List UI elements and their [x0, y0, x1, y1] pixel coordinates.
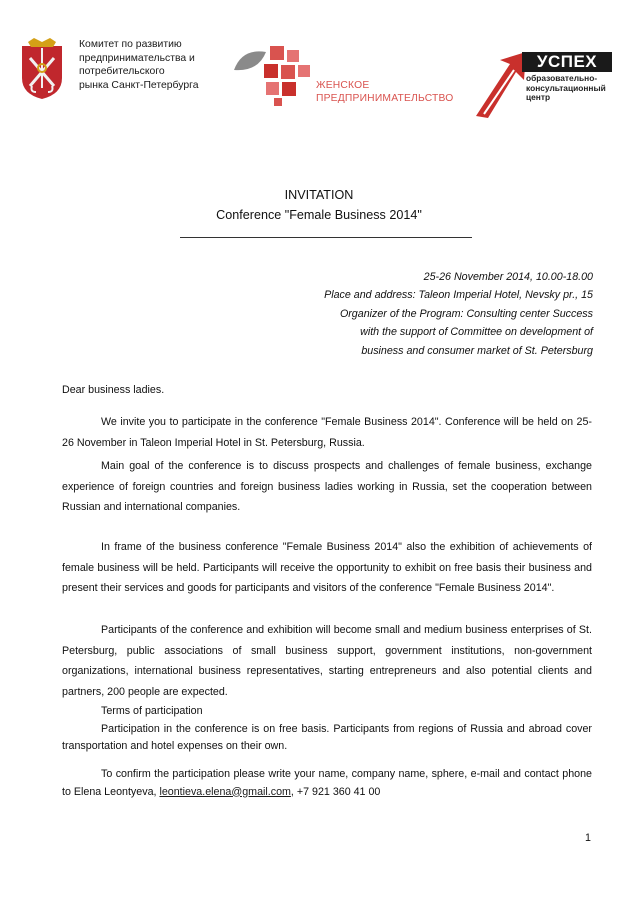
contact-phone: , +7 921 360 41 00 — [290, 785, 381, 798]
terms-title: Terms of participation — [101, 705, 203, 717]
invitation-title: INVITATION — [284, 188, 354, 202]
female-line: ПРЕДПРИНИМАТЕЛЬСТВО — [316, 93, 454, 104]
female-entrepreneurship-logo — [232, 42, 462, 110]
paragraph-2 — [62, 456, 592, 518]
event-address: Place and address: Taleon Imperial Hotel, Nevsky pr., 15 — [324, 289, 593, 302]
committee-line: потребительского — [79, 66, 165, 78]
greeting-text: Dear business ladies. — [62, 384, 165, 396]
uspeh-line: центр — [526, 92, 551, 102]
paragraph-2-text: Main goal of the conference is to discuss prospects and challenges of female business, exchange experience of foreign countries and foreign business ladies working in Russia, set the cooperation between Russian and international companies. — [62, 460, 592, 513]
committee-line: рынка Санкт-Петербурга — [79, 79, 199, 91]
event-support-line: with the support of Committee on development of — [360, 326, 593, 339]
paragraph-1-text: We invite you to participate in the conference "Female Business 2014". Conference will be held on 25-26 November in Taleon Imperial Hotel in St. Petersburg, Russia. — [62, 416, 592, 449]
terms-section — [62, 703, 592, 756]
page-number: 1 — [585, 832, 591, 844]
st-petersburg-crest-icon — [20, 38, 64, 100]
paragraph-4-text: Participants of the conference and exhibition will become small and medium business enterprises of St. Petersburg, public associations of small business support, government institutions, non-government organizations, international business representatives, starting entrepreneurs and also potential clients and partners, 200 people are expected. — [62, 624, 592, 698]
committee-line: Комитет по развитию — [79, 39, 182, 50]
leaf-squares-icon — [232, 42, 312, 106]
uspeh-logo — [474, 52, 616, 122]
uspeh-line: образовательно- — [526, 73, 598, 83]
greeting — [62, 380, 592, 401]
female-line: ЖЕНСКОЕ — [316, 80, 370, 91]
contact-text — [62, 766, 592, 801]
paragraph-3-text: In frame of the business conference "Female Business 2014" also the exhibition of achievements of female business will be held. Participants will receive the opportunity to exhibit on free basis their business and present their services and goods for participants and visitors of the conference "Female Business 2014". — [62, 541, 592, 594]
uspeh-title: УСПЕХ — [522, 52, 612, 72]
conference-title: Conference "Female Business 2014" — [216, 208, 422, 222]
female-entrepreneurship-name — [316, 79, 453, 105]
paragraph-4 — [62, 620, 592, 702]
uspeh-subtitle — [526, 74, 606, 103]
terms-text: Participation in the conference is on free basis. Participants from regions of Russia and abroad cover transportation and hotel expenses on their own. — [62, 722, 592, 752]
committee-name — [79, 38, 224, 92]
contact-section — [62, 766, 592, 801]
contact-intro: To confirm the participation please write your name, company name, sphere, e-mail and contact phone to Elena Leontyeva, — [62, 768, 592, 798]
event-date: 25-26 November 2014, 10.00-18.00 — [423, 271, 593, 283]
committee-line: предпринимательства и — [79, 52, 195, 64]
event-support-line: business and consumer market of St. Petersburg — [361, 344, 593, 357]
contact-email-link[interactable]: leontieva.elena@gmail.com — [159, 785, 291, 798]
heading-divider — [180, 237, 472, 238]
event-details — [213, 268, 593, 360]
paragraph-3 — [62, 537, 592, 599]
event-organizer: Organizer of the Program: Consulting center Success — [339, 307, 593, 320]
paragraph-1 — [62, 412, 592, 453]
uspeh-line: консультационный — [526, 82, 606, 93]
committee-logo — [20, 38, 218, 108]
